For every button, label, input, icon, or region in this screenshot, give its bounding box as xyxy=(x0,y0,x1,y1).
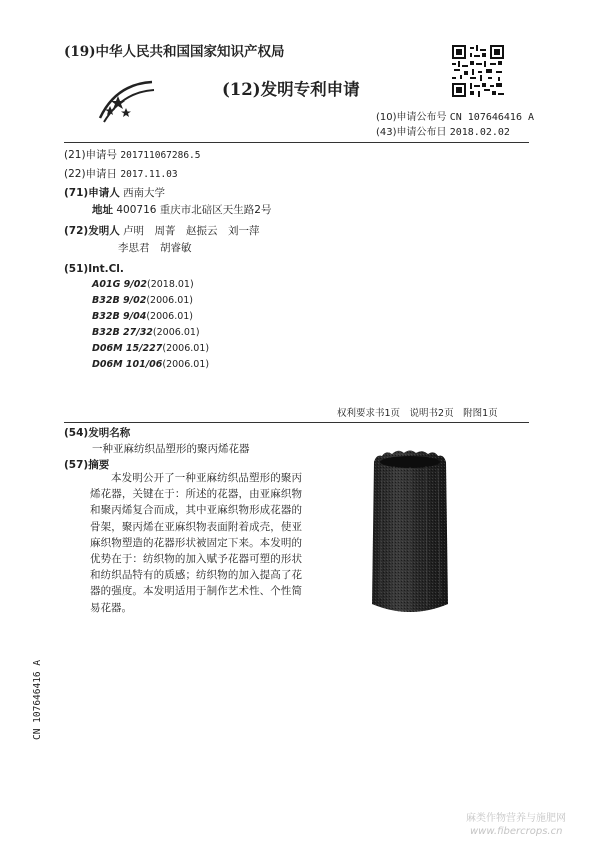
inventors xyxy=(64,224,260,238)
application-date xyxy=(64,167,178,182)
pub-no-value: CN 107646416 A xyxy=(449,112,535,123)
invention-title: 一种亚麻纺织品塑形的聚丙烯花器 xyxy=(92,443,250,455)
address xyxy=(92,203,271,217)
ipc-entry: B32B 9/04(2006.01) xyxy=(92,311,194,322)
ipc-entry: D06M 101/06(2006.01) xyxy=(92,359,210,370)
publication-date xyxy=(376,126,510,140)
application-number xyxy=(64,148,200,163)
pub-date-value: 2018.02.02 xyxy=(449,127,510,138)
applicant xyxy=(64,186,165,200)
watermark-line-1: 麻类作物营养与施肥网 xyxy=(466,813,566,824)
inventor-label: (72)发明人 xyxy=(64,225,120,237)
divider-middle xyxy=(64,422,529,423)
app-no-value: 201711067286.5 xyxy=(120,150,201,161)
side-publication-number: CN 107646416 A xyxy=(32,659,43,740)
pub-date-label: (43)申请公布日 xyxy=(376,127,447,138)
app-no-label: (21)申请号 xyxy=(64,149,118,161)
intcl-label: (51)Int.Cl. xyxy=(64,263,124,275)
address-value: 400716 重庆市北碚区天生路2号 xyxy=(116,204,272,216)
publication-number xyxy=(376,111,534,125)
address-label: 地址 xyxy=(92,204,113,216)
inventors-line-2: 李思君 胡睿敏 xyxy=(118,242,192,254)
cnipa-emblem-icon xyxy=(96,78,156,124)
office-name: (19)中华人民共和国国家知识产权局 xyxy=(64,44,285,60)
app-date-label: (22)申请日 xyxy=(64,168,118,180)
title-label: (54)发明名称 xyxy=(64,427,131,439)
document-type: (12)发明专利申请 xyxy=(222,80,360,99)
pub-no-label: (10)申请公布号 xyxy=(376,112,447,123)
ipc-entry: B32B 9/02(2006.01) xyxy=(92,295,194,306)
ipc-entry: A01G 9/02(2018.01) xyxy=(92,279,194,290)
abstract-text: 本发明公开了一种亚麻纺织品塑形的聚丙烯花器，关键在于：所述的花器，由亚麻织物和聚丙烯复合而成，其中亚麻织物形成花器的骨架，聚丙烯在亚麻织物表面附着成壳，使亚麻织物塑造的花器形状被固定下来。本发明的优势在于：纺织物的加入赋予花器可塑的形状和纺织品特有的质感；纺织物的加入提高了花器的强度。本发明适用于制作艺术性、个性简易花器。 xyxy=(90,472,302,614)
applicant-value: 西南大学 xyxy=(123,187,166,199)
inventors-line-1: 卢明 周菁 赵振云 刘一萍 xyxy=(123,225,260,237)
ipc-entry: D06M 15/227(2006.01) xyxy=(92,343,210,354)
app-date-value: 2017.11.03 xyxy=(120,169,178,180)
divider-top xyxy=(64,142,529,143)
pages-info: 权利要求书1页 说明书2页 附图1页 xyxy=(337,408,498,419)
ipc-entry: B32B 27/32(2006.01) xyxy=(92,327,200,338)
vase-figure xyxy=(366,448,454,616)
qr-code-icon xyxy=(452,45,504,97)
watermark-line-2: www.fibercrops.cn xyxy=(470,826,563,837)
applicant-label: (71)申请人 xyxy=(64,187,120,199)
abstract-label: (57)摘要 xyxy=(64,459,110,471)
